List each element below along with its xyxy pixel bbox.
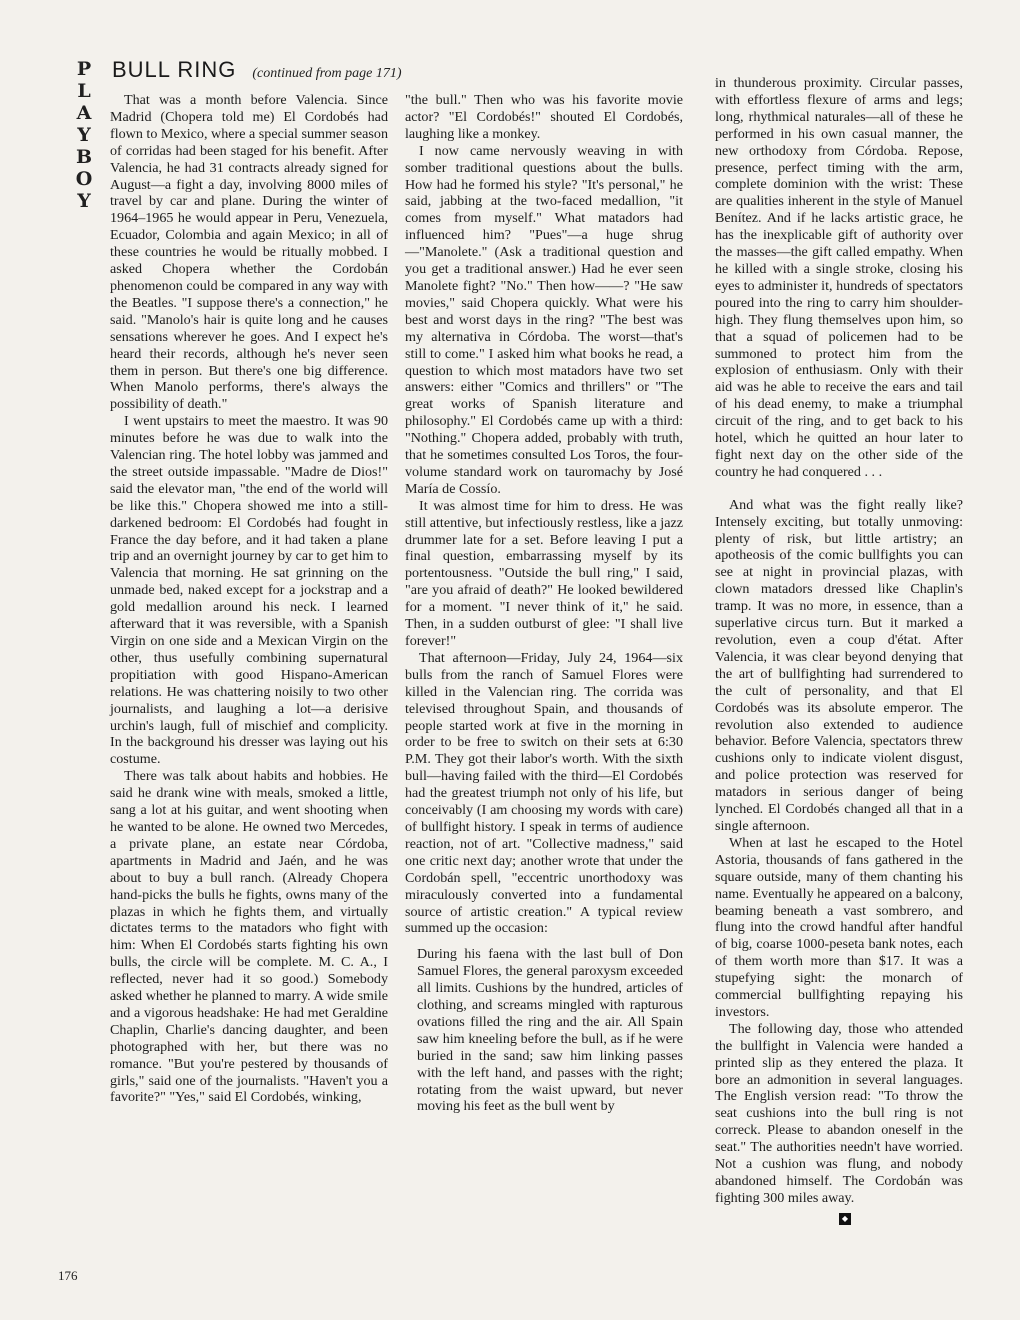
paragraph: I now came nervously weaving in with somber traditional questions about the bulls. How had he formed his style? "It's personal," he said, jabbing at the two-faced medallion, "it comes from myself." What matadors had influenced him? "Pues"—a huge shrug—"Manolete." (Ask a traditional question and you get a traditional answer.) Had he ever seen Manolete fight? "No." Then how——? "He saw movies," said Chopera quickly. What were his best and worst days in the ring? "The best was my alternativa in Córdoba. The worst—that's still to come." I asked him what books he read, a question to which most matadors have two set answers: either "Comics and thrillers" or "The great works of Spanish literature and philosophy." El Cordobés came up with a third: "Nothing." Chopera added, probably with truth, that he sometimes consulted Los Toros, the four-volume standard work on tauromachy by José María de Cossío. — [405, 142, 683, 497]
continued-note: (continued from page 171) — [252, 66, 402, 81]
paragraph: There was talk about habits and hobbies. He said he drank wine with meals, smoked a little, sang a lot at his guitar, and went shooting when he wanted to be alone. He owned two Mercedes, a private plane, an estate near Córdoba, apartments in Madrid and Jaén, and he was about to buy a bull ranch. (Already Chopera hand-picks the bulls he fights, owns many of the plazas in which he fights them, and virtually dictates terms to the matadors who fight with him: When El Cordobés starts fighting his own bulls, the circle will be complete. M. C. A., I reflected, never had it so good.) Somebody asked whether he planned to marry. A wide smile and a vigorous headshake: He had met Geraldine Chaplin, Charlie's dancing daughter, and been photographed with her, but there was no romance. "But you're pestered by thousands of girls," said one of the journalists. "Haven't you a favorite?" "Yes," said El Cordobés, winking, — [110, 768, 388, 1106]
paragraph: And what was the fight really like? Intensely exciting, but totally unmoving: plenty of risk, but little artistry; an apotheosis of the comic bullfights you can see at night in provincial plazas, with clown matadors dressed like Chaplin's tramp. It was no more, in essence, than a superlative circus turn. But it marked a revolution, even a coup d'état. After Valencia, it was clear beyond denying that the art of bullfighting had surrendered to the cult of personality, and that El Cordobés was its absolute emperor. The revolution also extended to audience behavior. Before Valencia, spectators threw cushions only to indicate violent disgust, and police protection was reserved for matadors in serious danger of being lynched. El Cordobés changed all that in a single afternoon. — [715, 496, 963, 834]
paragraph: That afternoon—Friday, July 24, 1964—six bulls from the ranch of Samuel Flores were killed in the Valencian ring. The corrida was televised throughout Spain, and thousands of people started work at five in the morning in order to be free to switch on their sets at 6:30 P.M. They got their labor's worth. With the sixth bull—having failed with the third—El Cordobés had the greatest triumph not only of his life, but conceivably (I am choosing my words with care) of bullfight history. I speak in terms of audience reaction, not of art. "Collective madness," said one critic next day; another wrote that under the Cordobán spell, "eccentric unorthodoxy was miraculously converted into a fundamental source of artistic creation." A typical review summed up the occasion: — [405, 649, 683, 937]
brand-letter: L — [77, 80, 91, 102]
end-mark-icon: ◆ — [839, 1213, 851, 1225]
article-header — [112, 57, 402, 83]
magazine-name-vertical — [72, 58, 96, 212]
brand-letter: P — [76, 58, 92, 80]
article-title: BULL RING — [112, 57, 237, 82]
paragraph: It was almost time for him to dress. He was still attentive, but infectiously restless, like a jazz drummer late for a set. Before leaving I put a final question, embarrassing myself by its portentousness. "Outside the bull ring," I said, "are you afraid of death?" He looked bewildered for a moment. "I never think of it," he said. Then, in a sudden outburst of glee: "I shall live forever!" — [405, 497, 683, 649]
paragraph: I went upstairs to meet the maestro. It was 90 minutes before he was due to walk into the Valencian ring. The hotel lobby was jammed and the street outside impassable. "Madre de Dios!" said the elevator man, "the end of the world will be like this." Chopera showed me into a still-darkened bedroom: El Cordobés had fought in France the day before, and it had taken a plane trip and an overnight journey by car to get him to Valencia that morning. He sat grinning on the unmade bed, naked except for a jockstrap and a gold medallion around his neck. I learned afterward that it was reversible, with a Spanish Virgin on one side and a Mexican Virgin on the other, thus usefully combining supernatural propitiation with good Hispano-American relations. He was chattering noisily to two other journalists, and laughing a lot—a derisive urchin's laugh, full of mischief and complicity. In the background his dresser was laying out his costume. — [110, 413, 388, 768]
text-column-1 — [110, 92, 388, 1106]
block-quote-continued: in thunderous proximity. Circular passes, with effortless flexure of arms and legs; long, rhythmical naturales—all of these he performed in his own casual manner, the new orthodoxy from Córdoba. Repose, presence, perfect timing with the arm, complete dominion with the wrist: These are qualities inherent in the style of Manuel Benítez. And if he lacks artistic grace, he has the inexplicable gift of authority over the masses—the gift called empathy. When he killed with a single stroke, closing his eyes to administer it, hundreds of spectators poured into the ring to carry him shoulder-high. They flung themselves upon him, so that a squad of policemen had to be summoned to protect him from the explosion of enthusiasm. Only with their aid was he able to receive the ears and tail of his dead enemy, to make a triumphal circuit of the ring, and to get back to his hotel, which he quitted an hour later to fight next day on the other side of the country he had conquered . . . — [715, 75, 963, 480]
paragraph: When at last he escaped to the Hotel Astoria, thousands of fans gathered in the square outside, many of them chanting his name. Eventually he appeared on a balcony, beaming beneath a vast sombrero, and flung into the crowd handful after handful of big, coarse 1000-peseta bank notes, each of them worth more than $17. It was a stupefying sight: the monarch of commercial bullfighting repaying his investors. — [715, 834, 963, 1020]
brand-letter: Y — [77, 124, 91, 146]
paragraph: "the bull." Then who was his favorite movie actor? "El Cordobés!" shouted El Cordobés, laughing like a monkey. — [405, 92, 683, 142]
paragraph: That was a month before Valencia. Since Madrid (Chopera told me) El Cordobés had flown to Mexico, where a special summer season of corridas had been staged for his benefit. After Valencia, he had 31 contracts already signed for August—a fight a day, involving 8000 miles of travel by car and plane. During the winter of 1964–1965 he would appear in Peru, Venezuela, Ecuador, Colombia and again Mexico; in all of these countries he would be ritually mobbed. I asked Chopera whether the Cordobán phenomenon could be compared in any way with the Beatles. "I suppose there's a connection," he said. "Manolo's hair is quite long and he causes sensations wherever he goes. And I expect he's heard their records, although he's never seen them in person. But there's one big difference. When Manolo performs, there's always the possibility of death." — [110, 92, 388, 413]
paragraph: The following day, those who attended the bullfight in Valencia were handed a printed slip as they entered the plaza. It bore an admonition in several languages. The English version read: "To throw the seat cushions into the bull ring is not correck. Please to abandon oneself in the seat." The authorities needn't have worried. Not a cushion was flung, and nobody abandoned himself. The Cordobán was fighting 300 miles away. — [715, 1020, 963, 1206]
page-number: 176 — [58, 1268, 78, 1283]
brand-letter: A — [76, 102, 92, 124]
block-quote: During his faena with the last bull of Don Samuel Flores, the general paroxysm exceeded all limits. Cushions by the hundred, articles of clothing, and screams mingled with rapturous ovations filled the ring and the air. All Spain saw him kneeling before the bull, as if he were buried in the sand; saw him linking passes with the left hand, and passes with the right; rotating from the waist upward, but never moving his feet as the bull went by — [417, 946, 683, 1115]
brand-letter: O — [75, 168, 93, 190]
brand-letter: B — [75, 146, 93, 168]
text-column-2 — [405, 92, 683, 1115]
brand-letter: Y — [77, 190, 91, 212]
text-column-3 — [715, 75, 963, 1226]
